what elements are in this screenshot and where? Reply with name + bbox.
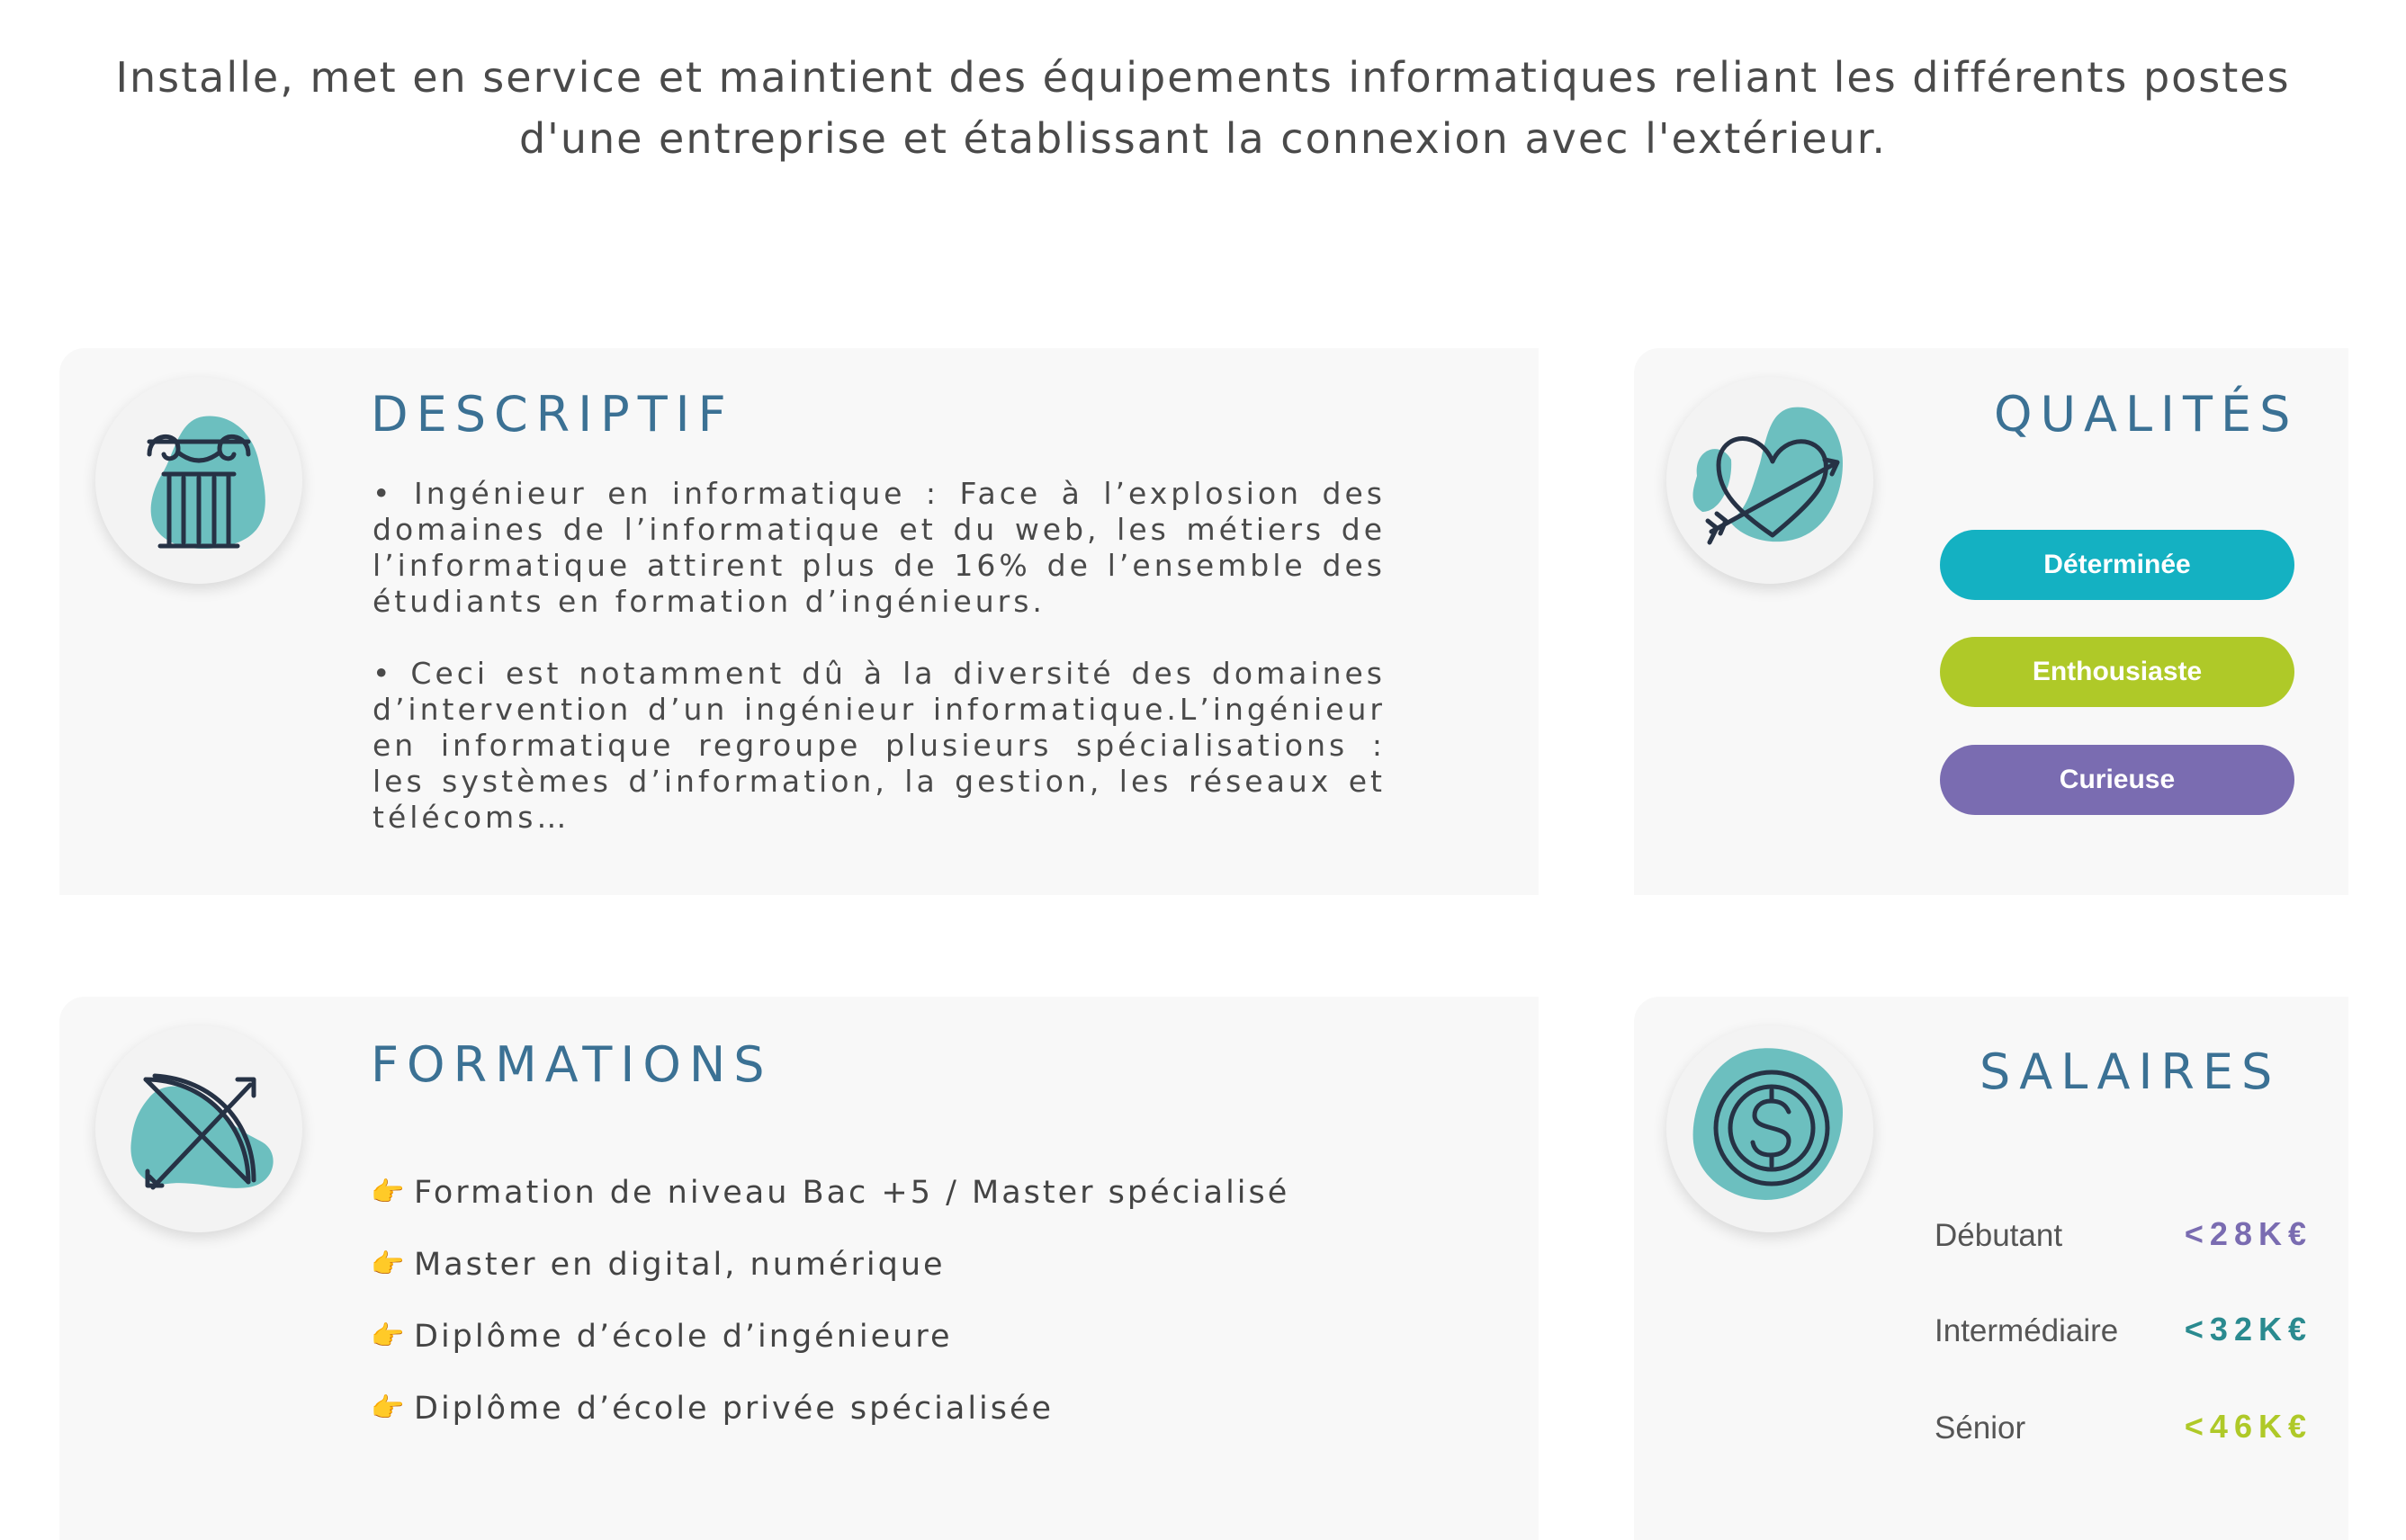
- formation-label: Master en digital, numérique: [414, 1247, 946, 1283]
- pointing-hand-icon: 👉: [371, 1392, 408, 1424]
- intro-text: Installe, met en service et maintient des équipements informatiques reliant les différents postes d'une entreprise et établissant la connexion avec l'extérieur.: [115, 53, 2291, 163]
- qualite-pill-curieuse: [1940, 745, 2294, 815]
- pointing-hand-icon: 👉: [371, 1321, 408, 1352]
- salaire-row-debutant: [1935, 1209, 2312, 1263]
- bow-arrow-icon: [95, 1025, 302, 1232]
- descriptif-card: [59, 348, 1539, 895]
- formations-list: [371, 1157, 1450, 1445]
- formation-label: Formation de niveau Bac +5 / Master spécialisé: [414, 1175, 1290, 1211]
- qualite-label: Déterminée: [2043, 550, 2191, 579]
- formations-card: [59, 997, 1539, 1540]
- qualite-label: Enthousiaste: [2032, 657, 2203, 686]
- list-item: [371, 1301, 1450, 1373]
- salaires-title: SALAIRES: [1980, 1043, 2281, 1100]
- pointing-hand-icon: 👉: [371, 1249, 408, 1280]
- formation-label: Diplôme d’école d’ingénieure: [414, 1319, 953, 1355]
- salaire-value: <28K€: [2184, 1215, 2312, 1252]
- salaire-level: Sénior: [1935, 1410, 2026, 1446]
- descriptif-title: DESCRIPTIF: [371, 386, 734, 443]
- pointing-hand-icon: 👉: [371, 1177, 408, 1208]
- salaires-card: [1634, 997, 2348, 1540]
- list-item: [371, 1373, 1450, 1445]
- descriptif-paragraph: • Ingénieur en informatique : Face à l’explosion des domaines de l’informatique et du web, les métiers de l’informatique attirent plus de 16% de l’ensemble des étudiants en formation d’ingénieurs.: [373, 476, 1386, 619]
- heart-arrow-icon: [1666, 377, 1873, 584]
- salaire-level: Intermédiaire: [1935, 1313, 2119, 1348]
- descriptif-body: [373, 476, 1386, 872]
- qualite-pill-enthousiaste: [1940, 637, 2294, 707]
- salaire-level: Débutant: [1935, 1218, 2063, 1253]
- dollar-coin-icon: [1666, 1025, 1873, 1232]
- list-item: [371, 1157, 1450, 1229]
- qualite-label: Curieuse: [2059, 765, 2176, 794]
- qualite-pill-determinee: [1940, 530, 2294, 600]
- descriptif-paragraph: • Ceci est notamment dû à la diversité des domaines d’intervention d’un ingénieur informatique.L’ingénieur en informatique regroupe plusieurs spécialisations : les systèmes d’information, la gestion, les réseaux et télécoms…: [373, 656, 1386, 835]
- salaire-value: <32K€: [2184, 1311, 2312, 1348]
- list-item: [371, 1229, 1450, 1301]
- ionic-column-icon: [95, 377, 302, 584]
- salaire-row-intermediaire: [1935, 1304, 2312, 1358]
- formation-label: Diplôme d’école privée spécialisée: [414, 1391, 1055, 1427]
- formations-title: FORMATIONS: [371, 1036, 773, 1093]
- qualites-card: [1634, 348, 2348, 895]
- salaire-row-senior: [1935, 1401, 2312, 1455]
- salaire-value: <46K€: [2184, 1408, 2312, 1445]
- qualites-title: QUALITÉS: [1994, 386, 2299, 443]
